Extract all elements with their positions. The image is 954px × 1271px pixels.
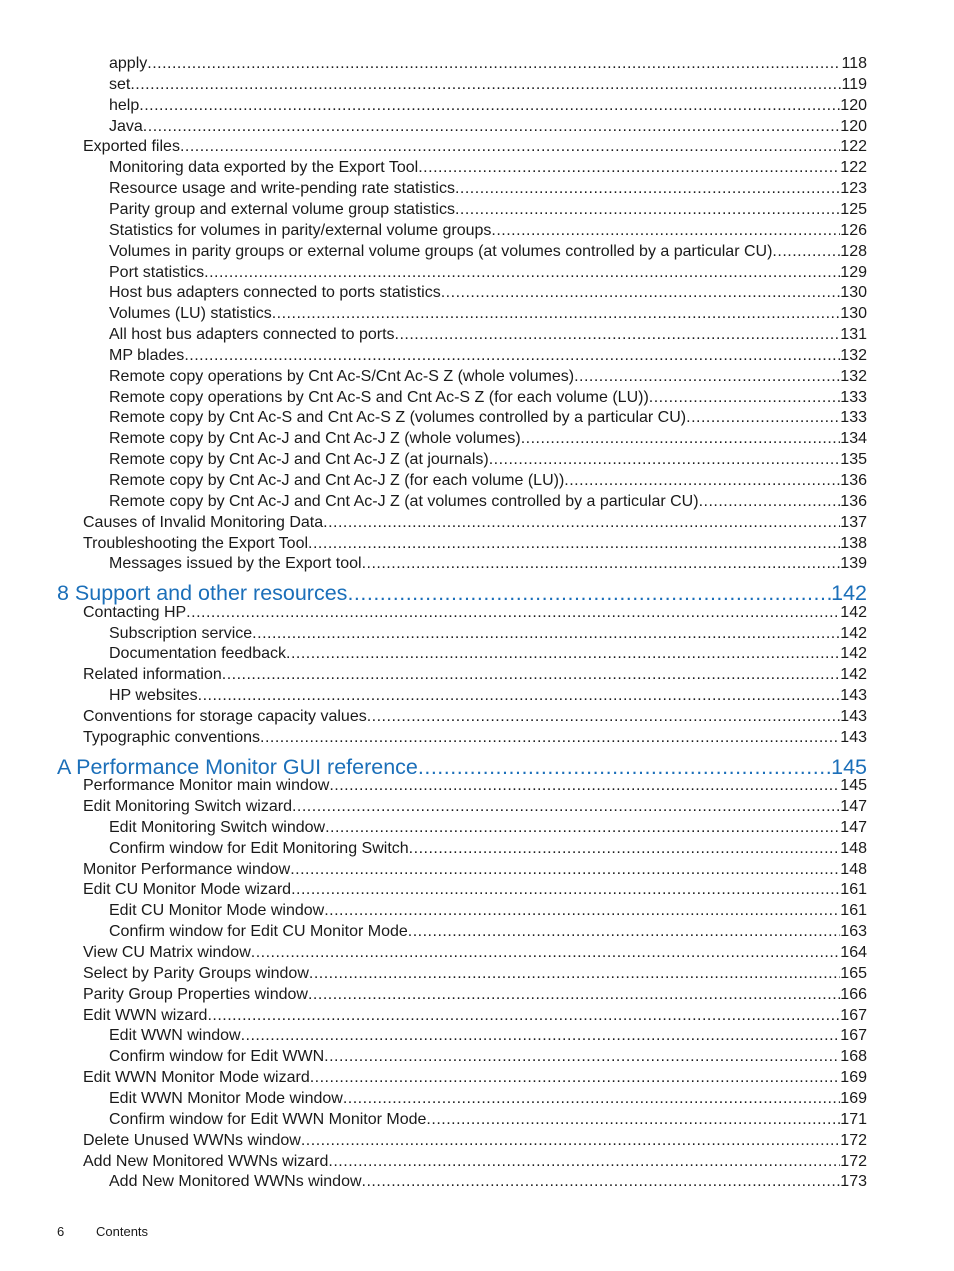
toc-page-number: 164 [840,944,867,961]
toc-page-number: 145 [831,754,867,779]
toc-entry-title: Port statistics [109,263,205,281]
toc-entry-link[interactable] [83,535,867,555]
toc-page-number: 142 [840,666,867,684]
toc-page-number: 129 [840,263,867,281]
toc-page-number: 142 [840,603,867,621]
toc-page-number: 143 [840,708,867,725]
toc-entry-link[interactable] [109,840,867,860]
toc-entry-title: HP websites [109,687,198,705]
toc-entry-title: Causes of Invalid Monitoring Data [83,513,324,531]
toc-dot-leader [184,347,840,365]
toc-entry-link[interactable] [109,201,867,221]
toc-entry-link[interactable] [109,76,867,96]
toc-dot-leader [291,881,840,899]
toc-entry-title: Messages issued by the Export tool [109,555,362,573]
toc-dot-leader [272,305,841,323]
toc-entry-link[interactable] [83,666,867,686]
toc-page-number: 143 [840,687,867,705]
toc-dot-leader [143,118,841,136]
toc-entry-title: Confirm window for Edit CU Monitor Mode [109,923,408,941]
toc-entry-title: Conventions for storage capacity values [83,708,367,725]
toc-dot-leader [491,222,840,240]
toc-dot-leader [347,581,831,606]
toc-entry-link[interactable] [109,555,867,575]
toc-entry-link[interactable] [109,1111,867,1131]
toc-page-number: 148 [840,839,867,857]
toc-entry-link[interactable] [109,493,867,513]
toc-entry-link[interactable] [109,1027,867,1047]
toc-page-number: 138 [840,534,867,552]
toc-dot-leader [308,535,840,553]
toc-entry-link[interactable] [109,1173,867,1193]
toc-entry-title: MP blades [109,346,185,364]
toc-entry-title: Edit CU Monitor Mode window [109,902,325,920]
toc-dot-leader [324,902,840,920]
toc-page-number: 161 [840,902,867,920]
toc-page-number: 130 [840,305,867,323]
toc-dot-leader [139,97,840,115]
toc-page-number: 132 [840,346,867,364]
toc-entry-title: Remote copy by Cnt Ac-J and Cnt Ac-J Z (at journals) [109,451,489,469]
toc-dot-leader [180,138,840,156]
toc-dot-leader [323,514,840,532]
toc-page-number: 131 [840,326,867,344]
toc-page-number: 171 [840,1110,867,1128]
toc-entry-link[interactable] [109,1048,867,1068]
toc-dot-leader [308,986,840,1004]
toc-entry-title: set [109,75,131,93]
toc-dot-leader [455,180,840,198]
toc-entry-link[interactable] [109,97,867,117]
toc-entry-link[interactable] [109,451,867,471]
toc-page-number: 143 [840,728,867,746]
toc-dot-leader [395,326,841,344]
toc-entry-link[interactable] [109,1090,867,1110]
toc-dot-leader [574,368,840,386]
toc-page-number: 128 [840,242,867,260]
toc-entry-title: Parity Group Properties window [83,985,308,1003]
toc-entry-link[interactable] [109,284,867,304]
toc-dot-leader [409,840,841,858]
toc-entry-link[interactable] [109,368,867,388]
toc-entry-title: apply [109,55,148,72]
toc-entry-title: Confirm window for Edit WWN Monitor Mode [109,1110,427,1128]
toc-entry-title: All host bus adapters connected to ports [109,326,395,344]
toc-page-number: 136 [840,492,867,510]
toc-dot-leader [362,1173,841,1191]
toc-entry-title: help [109,96,140,114]
toc-entry-link[interactable] [83,861,867,881]
toc-page-number: 130 [840,284,867,302]
toc-dot-leader [418,159,840,177]
toc-entry-title: Remote copy by Cnt Ac-J and Cnt Ac-J Z (for each volume (LU)) [109,472,565,489]
toc-entry-title: View CU Matrix window [83,944,251,961]
toc-dot-leader [328,1153,840,1171]
toc-entry-link[interactable] [109,180,867,200]
toc-dot-leader [186,604,840,622]
toc-page-number: 120 [840,96,867,114]
toc-entry-title: Remote copy operations by Cnt Ac-S and Cnt Ac-S Z (for each volume (LU)) [109,388,649,406]
toc-dot-leader [301,1132,840,1150]
toc-page-number: 161 [840,881,867,899]
toc-dot-leader [418,755,831,780]
toc-dot-leader [324,1048,840,1066]
footer-page-number: 6 [57,1224,65,1239]
toc-entry-title: Edit WWN Monitor Mode wizard [83,1069,310,1087]
toc-page-number: 145 [840,777,867,795]
toc-entry-link[interactable] [109,347,867,367]
toc-entry-title: Edit WWN wizard [83,1006,208,1024]
toc-dot-leader [426,1111,840,1129]
toc-entry-title: Java [109,117,143,135]
toc-entry-link[interactable] [109,472,867,492]
toc-page-number: 142 [840,645,867,663]
toc-page-number: 163 [840,923,867,941]
toc-dot-leader [489,451,841,469]
toc-entry-title: Select by Parity Groups window [83,964,309,982]
toc-page-number: 125 [840,200,867,218]
toc-dot-leader [290,861,840,879]
toc-entry-link[interactable] [83,604,867,624]
toc-page-number: 134 [840,430,867,448]
toc-page-number: 148 [840,860,867,878]
toc-entry-title: Documentation feedback [109,645,286,663]
toc-entry-link[interactable] [109,902,867,922]
toc-page-number: 147 [840,818,867,836]
toc-entry-link[interactable] [109,159,867,179]
toc-dot-leader [286,645,840,663]
toc-entry-link[interactable] [109,430,867,450]
toc-dot-leader [362,555,841,573]
toc-entry-title: Confirm window for Edit Monitoring Switch [109,839,409,857]
toc-page-number: 119 [841,75,867,93]
toc-entry-link[interactable] [109,923,867,943]
toc-entry-link[interactable] [83,729,867,749]
footer-label: Contents [96,1224,149,1239]
toc-entry-title: Remote copy by Cnt Ac-J and Cnt Ac-J Z (at volumes controlled by a particular CU) [109,492,699,510]
toc-entry-link[interactable] [109,326,867,346]
toc-dot-leader [222,666,841,684]
toc-entry-title: Exported files [83,138,180,156]
toc-entry-title: Parity group and external volume group statistics [109,200,455,218]
toc-entry-title: Edit WWN window [109,1027,241,1045]
toc-dot-leader [260,729,840,747]
toc-dot-leader [252,625,840,643]
toc-page-number: 137 [840,513,867,531]
toc-entry-title: A Performance Monitor GUI reference [57,754,418,779]
toc-dot-leader [521,430,841,448]
toc-dot-leader [649,389,841,407]
toc-dot-leader [343,1090,840,1108]
toc-dot-leader [204,264,840,282]
toc-entry-link[interactable] [109,243,867,263]
toc-dot-leader [367,708,841,726]
toc-dot-leader [686,409,840,427]
toc-page-number: 142 [840,624,867,642]
toc-page-number: 147 [840,798,867,816]
page-footer [57,1224,148,1239]
toc-entry-title: Volumes in parity groups or external volume groups (at volumes controlled by a particular CU) [109,242,773,260]
toc-page-number: 169 [840,1089,867,1107]
toc-entry-link[interactable] [109,264,867,284]
toc-entry-title: Delete Unused WWNs window [83,1131,301,1149]
toc-entry-title: Subscription service [109,624,253,642]
toc-page-number: 136 [840,472,867,489]
toc-page-number: 118 [841,55,867,72]
toc-entry-title: 8 Support and other resources [57,581,348,606]
toc-page-number: 168 [840,1048,867,1066]
toc-entry-title: Confirm window for Edit WWN [109,1048,325,1066]
toc-entry-title: Edit Monitoring Switch wizard [83,798,292,816]
toc-entry-link[interactable] [109,409,867,429]
toc-dot-leader [455,201,840,219]
toc-entry-title: Monitor Performance window [83,860,291,878]
toc-entry-link[interactable] [83,986,867,1006]
toc-page-number: 166 [840,985,867,1003]
toc-entry-title: Resource usage and write-pending rate statistics [109,180,455,198]
toc-page-number: 133 [840,409,867,427]
toc-entry-link[interactable] [83,138,867,158]
toc-dot-leader [329,777,840,795]
toc-page-number: 122 [840,159,867,177]
toc-entry-link[interactable] [83,1069,867,1089]
toc-page-number: 167 [840,1027,867,1045]
toc-dot-leader [292,798,840,816]
toc-entry-link[interactable] [83,1132,867,1152]
toc-page-number: 139 [840,555,867,573]
toc-dot-leader [241,1027,841,1045]
toc-dot-leader [310,1069,841,1087]
toc-page-number: 132 [840,367,867,385]
toc-entry-title: Host bus adapters connected to ports statistics [109,284,441,302]
toc-dot-leader [309,965,840,983]
toc-entry-title: Volumes (LU) statistics [109,305,272,323]
toc-page-number: 133 [840,388,867,406]
toc-entry-link[interactable] [83,1007,867,1027]
toc-entry-title: Add New Monitored WWNs wizard [83,1152,329,1170]
toc-entry-title: Related information [83,666,222,684]
toc-dot-leader [130,76,841,94]
toc-entry-link[interactable] [83,944,867,964]
toc-page-number: 123 [840,180,867,198]
toc-entry-link[interactable] [109,55,867,75]
toc-page-number: 169 [840,1069,867,1087]
toc-entry-title: Edit CU Monitor Mode wizard [83,881,292,899]
toc-page-number: 142 [831,581,867,606]
toc-dot-leader [564,472,840,490]
toc-dot-leader [251,944,841,962]
toc-entry-title: Edit Monitoring Switch window [109,818,326,836]
toc-entry-link[interactable] [109,625,867,645]
toc-entry-link[interactable] [109,645,867,665]
toc-entry-link[interactable] [83,708,867,728]
toc-entry-link[interactable] [83,514,867,534]
toc-entry-title: Remote copy by Cnt Ac-S and Cnt Ac-S Z (volumes controlled by a particular CU) [109,409,687,427]
toc-page-number: 167 [840,1006,867,1024]
toc-entry-link[interactable] [109,118,867,138]
toc-entry-link[interactable] [109,687,867,707]
toc-dot-leader [441,284,841,302]
toc-dot-leader [147,55,841,73]
toc-page-number: 135 [840,451,867,469]
toc-entry-title: Edit WWN Monitor Mode window [109,1089,343,1107]
toc-dot-leader [699,493,841,511]
toc-entry-title: Statistics for volumes in parity/external volume groups [109,221,492,239]
toc-entry-title: Remote copy operations by Cnt Ac-S/Cnt Ac-S Z (whole volumes) [109,367,575,385]
toc-entry-title: Troubleshooting the Export Tool [83,534,309,552]
toc-entry-title: Contacting HP [83,603,187,621]
toc-entry-title: Typographic conventions [83,728,260,746]
toc-entry-link[interactable] [109,389,867,409]
toc-entry-link[interactable] [83,881,867,901]
toc-entry-link[interactable] [83,1153,867,1173]
toc-entry-link[interactable] [83,777,867,797]
toc-entry-link[interactable] [109,305,867,325]
toc-dot-leader [325,819,840,837]
toc-entry-title: Add New Monitored WWNs window [109,1173,362,1191]
toc-page-number: 173 [840,1173,867,1191]
toc-page-number: 126 [840,221,867,239]
toc-entry-link[interactable] [83,965,867,985]
toc-entry-title: Remote copy by Cnt Ac-J and Cnt Ac-J Z (whole volumes) [109,430,521,448]
toc-entry-link[interactable] [109,222,867,242]
toc-page-number: 120 [840,117,867,135]
toc-page-number: 165 [840,964,867,982]
toc-dot-leader [772,243,840,261]
toc-page-number: 122 [840,138,867,156]
toc-entry-title: Performance Monitor main window [83,777,330,795]
toc-dot-leader [198,687,841,705]
toc-page-number: 172 [840,1131,867,1149]
toc-page-number: 172 [840,1152,867,1170]
toc-entry-title: Monitoring data exported by the Export Tool [109,159,419,177]
toc-dot-leader [207,1007,840,1025]
toc-entry-link[interactable] [83,798,867,818]
toc-entry-link[interactable] [109,819,867,839]
toc-dot-leader [408,923,841,941]
